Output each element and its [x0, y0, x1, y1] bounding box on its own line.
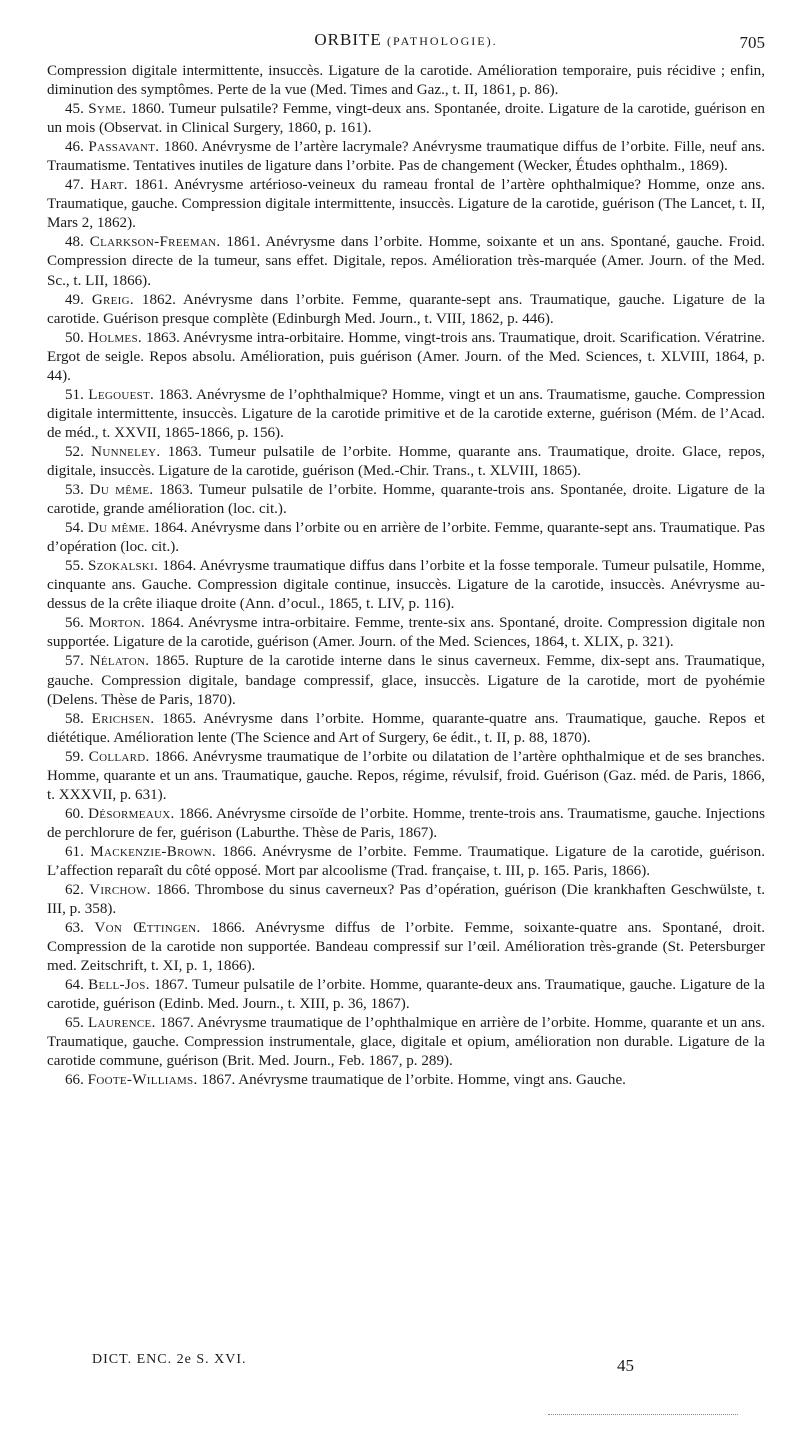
case-author: Bell-Jos. [88, 977, 150, 994]
case-author: Von Œttingen. [94, 920, 201, 937]
case-text: 1860. Anévrysme de l’artère lacrymale? Anévrysme traumatique diffus de l’orbite. Fille, neuf ans. Traumatisme. Tentatives inutiles de ligature dans l’orbite. Pas de changement (Wecker, Études ophthalm., 1869). [47, 139, 765, 175]
case-number: 52. [65, 443, 84, 460]
case-text: 1863. Tumeur pulsatile de l’orbite. Homme, quarante-trois ans. Spontanée, droite. Ligature de la carotide, grande amélioration (loc. cit.). [47, 482, 766, 518]
case-author: Nunneley. [91, 443, 161, 460]
case-entry [47, 919, 765, 976]
case-number: 50. [65, 329, 84, 346]
case-entry [47, 843, 765, 881]
case-text: 1862. Anévrysme dans l’orbite. Femme, quarante-sept ans. Traumatique, gauche. Ligature de la carotide. Guérison presque complète (Edinburgh Med. Journ., t. VIII, 1862, p. 446). [47, 291, 765, 327]
page-number: 705 [739, 33, 765, 52]
case-author: Hart. [90, 177, 128, 194]
case-number: 61. [65, 843, 84, 860]
case-author: Greig. [91, 291, 134, 308]
case-entry [47, 233, 765, 290]
dotted-rule [548, 1414, 738, 1417]
case-entry [47, 614, 765, 652]
case-entry [47, 291, 765, 329]
case-entry [47, 710, 765, 748]
case-entry [47, 748, 765, 805]
case-number: 58. [65, 710, 84, 727]
continuation-paragraph: Compression digitale intermittente, insuccès. Ligature de la carotide. Amélioration temporaire, puis récidive ; enfin, diminution des symptômes. Perte de la vue (Med. Times and Gaz., t. II, 1861, p. 86). [47, 63, 765, 99]
case-author: Foote-Williams. [87, 1072, 198, 1089]
header-subtitle: (PATHOLOGIE). [387, 34, 498, 48]
case-entry [47, 519, 765, 557]
case-entry [47, 386, 765, 443]
running-header [47, 30, 765, 56]
case-text: 1861. Anévrysme dans l’orbite. Homme, soixante et un ans. Spontané, gauche. Froid. Compression directe de la tumeur, sans effet. Digitale, repos. Amélioration très-marquée (Amer. Journ. of the Med. Sc., t. LII, 1866). [47, 234, 765, 289]
case-entry [47, 443, 765, 481]
case-entry [47, 976, 765, 1014]
case-author: Collard. [88, 748, 150, 765]
case-number: 56. [65, 615, 84, 632]
case-number: 63. [65, 920, 84, 937]
case-text: 1864. Anévrysme dans l’orbite ou en arrière de l’orbite. Femme, quarante-sept ans. Traumatique. Pas d’opération (loc. cit.). [47, 520, 765, 556]
case-number: 57. [65, 653, 84, 670]
signature-mark: DICT. ENC. 2e S. XVI. [92, 1352, 247, 1367]
case-author: Passavant. [88, 139, 160, 156]
case-entry [47, 481, 765, 519]
page-footer [92, 1352, 652, 1376]
case-author: Désormeaux. [88, 805, 175, 822]
case-author: Du même. [89, 482, 154, 499]
case-text: 1867. Anévrysme traumatique de l’orbite. Homme, vingt ans. Gauche. [201, 1072, 626, 1089]
case-number: 45. [65, 101, 84, 118]
case-entry [47, 100, 765, 138]
case-entry [47, 557, 765, 614]
case-author: Erichsen. [91, 710, 155, 727]
case-entry [47, 881, 765, 919]
case-author: Virchow. [89, 882, 151, 899]
case-text: 1864. Anévrysme intra-orbitaire. Femme, trente-six ans. Spontané, droite. Compression digitale non supportée. Ligature de la carotide, guérison (Amer. Journ. of the Med. Sciences, 1864, t. XLIX, p. 321). [47, 615, 765, 651]
case-number: 46. [65, 139, 84, 156]
case-text: 1863. Tumeur pulsatile de l’orbite. Homme, quarante ans. Traumatique, droite. Glace, repos, digitale, insuccès. Ligature de la carotide, guérison (Med.-Chir. Trans., t. XLVIII, 1865). [47, 443, 766, 479]
case-text: 1861. Anévrysme artérioso-veineux du rameau frontal de l’artère ophthalmique? Homme, onze ans. Traumatique, gauche. Compression digitale intermittente, insuccès. Ligature de la carotide, guérison (The Lancet, t. II, Mars 2, 1862). [47, 177, 765, 232]
case-author: Szokalski. [88, 558, 159, 575]
case-text: 1860. Tumeur pulsatile? Femme, vingt-deux ans. Spontanée, droite. Ligature de la carotide, guérison en un mois (Observat. in Clinical Surgery, 1860, p. 161). [47, 101, 765, 137]
case-author: Du même. [87, 520, 150, 537]
case-entry [47, 652, 765, 709]
case-entry [47, 1014, 765, 1071]
case-text: 1866. Anévrysme traumatique de l’orbite ou dilatation de l’artère ophthalmique et de ses branches. Homme, quarante et un ans. Traumatique, gauche. Repos, régime, révulsif, froid. Guérison (Gaz. méd. de Paris, 1866, t. XXXVII, p. 631). [47, 748, 765, 803]
case-author: Mackenzie-Brown. [90, 843, 216, 860]
case-number: 65. [65, 1015, 84, 1032]
case-entry [47, 805, 765, 843]
case-author: Morton. [88, 615, 146, 632]
case-text: 1865. Rupture de la carotide interne dans le sinus caverneux. Femme, dix-sept ans. Traumatique, gauche. Compression digitale, bandage compressif, glace, insuccès. Ligature de la carotide, mort de pyohémie (Delens. Thèse de Paris, 1870). [47, 653, 765, 708]
case-entry [47, 138, 765, 176]
case-text: 1866. Anévrysme diffus de l’orbite. Femme, soixante-quatre ans. Spontané, droit. Compression de la carotide non supportée. Bandeau compressif sur l’œil. Amélioration très-grande (St. Petersburger med. Zeitschrift, t. XI, p. 1, 1866). [47, 920, 765, 975]
case-number: 47. [65, 177, 84, 194]
case-text: 1867. Tumeur pulsatile de l’orbite. Homme, quarante-deux ans. Traumatique, gauche. Ligature de la carotide, guérison (Edinb. Med. Journ., t. XIII, p. 36, 1867). [47, 977, 765, 1013]
page [47, 30, 765, 1091]
case-entry [47, 329, 765, 386]
case-text: 1864. Anévrysme traumatique diffus dans l’orbite et la fosse temporale. Tumeur pulsatile, Homme, cinquante ans. Gauche. Compression digitale continue, insuccès. Ligature de la carotide, insuccès. Anévrysme au-dessus de la crête iliaque droite (Ann. d’ocul., 1865, t. LIV, p. 116). [47, 558, 765, 613]
case-author: Holmes. [87, 329, 142, 346]
case-number: 54. [65, 520, 84, 537]
case-text: 1866. Anévrysme de l’orbite. Femme. Traumatique. Ligature de la carotide, guérison. L’affection reparaît du côté opposé. Mort par alcoolisme (Trad. française, t. III, p. 165. Paris, 1866). [47, 843, 766, 879]
case-number: 59. [65, 748, 84, 765]
case-text: 1865. Anévrysme dans l’orbite. Homme, quarante-quatre ans. Traumatique, gauche. Repos et diététique. Amélioration lente (The Science and Art of Surgery, 6e édit., t. II, p. 88, 1870). [47, 710, 765, 746]
case-text: 1863. Anévrysme intra-orbitaire. Homme, vingt-trois ans. Traumatique, droit. Scarification. Vératrine. Ergot de seigle. Repos absolu. Amélioration, puis guérison (Amer. Journ. of the Med. Sciences, t. XLVIII, 1864, p. 44). [47, 329, 766, 384]
case-author: Nélaton. [89, 653, 150, 670]
case-text: 1866. Thrombose du sinus caverneux? Pas d’opération, guérison (Die krankhaften Geschwülste, t. III, p. 358). [47, 882, 766, 918]
article-body [47, 62, 765, 1091]
case-number: 60. [65, 805, 84, 822]
case-text: 1867. Anévrysme traumatique de l’ophthalmique en arrière de l’orbite. Homme, quarante et un ans. Traumatique, gauche. Compression instrumentale, glace, digitale et opium, amélioration non durable. Ligature de la carotide commune, guérison (Brit. Med. Journ., Feb. 1867, p. 289). [47, 1015, 766, 1070]
header-title: ORBITE [314, 30, 382, 49]
case-author: Laurence. [88, 1015, 156, 1032]
case-author: Legouest. [88, 386, 155, 403]
folio-number: 45 [617, 1356, 634, 1375]
case-number: 48. [65, 234, 84, 251]
case-number: 51. [65, 386, 84, 403]
running-title [47, 30, 765, 50]
case-number: 49. [65, 291, 84, 308]
case-number: 64. [65, 977, 84, 994]
case-text: 1866. Anévrysme cirsoïde de l’orbite. Homme, trente-trois ans. Traumatisme, gauche. Injections de perchlorure de fer, guérison (Laburthe. Thèse de Paris, 1867). [47, 805, 765, 841]
case-number: 66. [65, 1072, 84, 1089]
case-author: Clarkson-Freeman. [89, 234, 221, 251]
case-entry [47, 176, 765, 233]
case-number: 62. [65, 882, 84, 899]
case-text: 1863. Anévrysme de l’ophthalmique? Homme, vingt et un ans. Traumatisme, gauche. Compression digitale intermittente, insuccès. Ligature de la carotide primitive et de la carotide externe, guérison (Mém. de l’Acad. de méd., t. XXVII, 1865-1866, p. 156). [47, 386, 766, 441]
case-entry [47, 1071, 765, 1090]
case-number: 53. [65, 482, 84, 499]
case-author: Syme. [88, 101, 127, 118]
case-number: 55. [65, 558, 84, 575]
